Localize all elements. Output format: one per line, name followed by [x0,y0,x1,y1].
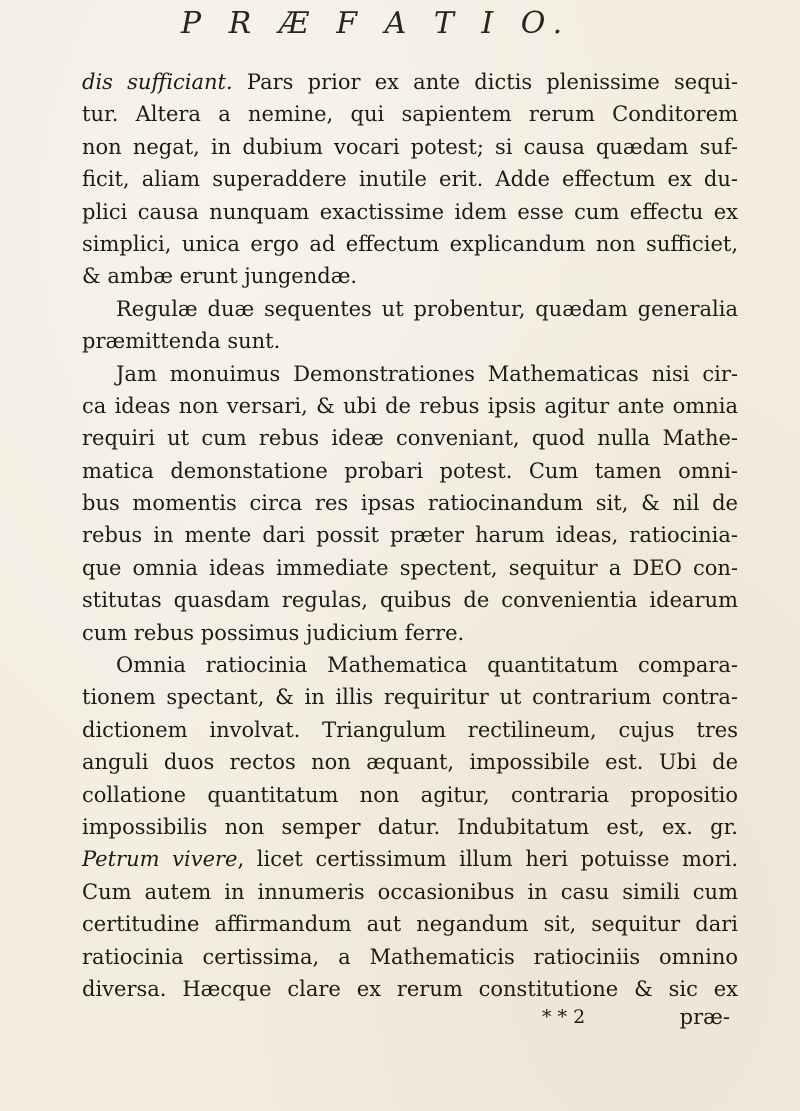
text-line [82,941,738,973]
text-run: plici causa nunquam exactissime idem esse cum effectu ex [82,199,738,224]
text-run: collatione quantitatum non agitur, contraria propositio [82,782,738,807]
text-line [82,163,738,195]
text-run: , licet certissimum illum heri potuisse mori. [237,847,738,872]
text-line [82,325,738,357]
signature-mark: * * 2 [542,1006,586,1029]
text-line [82,681,738,713]
catchword: præ- [679,1005,730,1030]
text-run: ratiocinia certissima, a Mathematicis ratiociniis omnino [82,944,738,969]
text-run: anguli duos rectos non æquant, impossibile est. Ubi de [82,750,738,775]
italic-text: Petrum vivere [82,847,238,872]
text-run: requiri ut cum rebus ideæ conveniant, quod nulla Mathe- [82,426,738,451]
text-line [82,973,738,1005]
text-line [82,422,738,454]
text-line [82,519,738,551]
text-line [82,228,738,260]
text-run: præmittenda sunt. [82,329,281,354]
text-run: diversa. Hæcque clare ex rerum constitutione & sic ex [82,976,738,1001]
text-run: rebus in mente dari possit præter harum ideas, ratiocinia- [82,523,738,548]
text-line [82,843,738,875]
text-run: impossibilis non semper datur. Indubitatum est, ex. gr. [82,814,738,839]
text-run: simplici, unica ergo ad effectum explicandum non sufficiet, [82,231,738,256]
italic-text: dis sufficiant. [82,70,233,94]
text-run: dictionem involvat. Triangulum rectilineum, cujus tres [82,717,738,742]
text-run: Regulæ duæ sequentes ut probentur, quædam generalia [116,296,738,321]
text-line [82,617,738,649]
text-line [82,746,738,778]
body-text [82,66,738,1033]
text-run: Cum autem in innumeris occasionibus in casu simili cum [82,879,738,904]
text-line [82,196,738,228]
text-line [82,584,738,616]
text-run: Pars prior ex ante dictis plenissime sequi- [232,70,738,94]
text-line [82,811,738,843]
text-line [82,714,738,746]
text-run: tionem spectant, & in illis requiritur ut contrarium contra- [82,685,738,710]
text-run: bus momentis circa res ipsas ratiocinandum sit, & nil de [82,491,738,516]
text-run: stitutas quasdam regulas, quibus de convenientia idearum [82,588,738,613]
text-line [82,552,738,584]
text-run: Jam monuimus Demonstrationes Mathematicas nisi cir- [116,361,738,386]
text-run: que omnia ideas immediate spectent, sequitur a DEO con- [82,555,738,580]
text-run: non negat, in dubium vocari potest; si causa quædam suf- [82,134,738,159]
text-line [82,260,738,292]
text-run: Omnia ratiocinia Mathematica quantitatum compara- [116,653,738,678]
text-line [82,98,738,130]
text-line [82,390,738,422]
text-run: ficit, aliam superaddere inutile erit. Adde effectum ex du- [82,167,738,192]
text-run: ca ideas non versari, & ubi de rebus ipsis agitur ante omnia [82,393,738,418]
text-line [82,876,738,908]
text-line [82,649,738,681]
text-run: tur. Altera a nemine, qui sapientem rerum Conditorem [82,102,738,127]
text-run: & ambæ erunt jungendæ. [82,264,358,289]
text-line [82,487,738,519]
footer-row [82,1005,738,1033]
text-line [82,66,738,98]
text-line [82,455,738,487]
text-run: certitudine affirmandum aut negandum sit, sequitur dari [82,912,738,937]
running-head: P R Æ F A T I O. [180,6,572,41]
text-line [82,358,738,390]
text-line [82,908,738,940]
text-run: matica demonstatione probari potest. Cum tamen omni- [82,458,738,483]
text-line [82,131,738,163]
text-line [82,293,738,325]
text-run: cum rebus possimus judicium ferre. [82,620,465,645]
text-line [82,779,738,811]
